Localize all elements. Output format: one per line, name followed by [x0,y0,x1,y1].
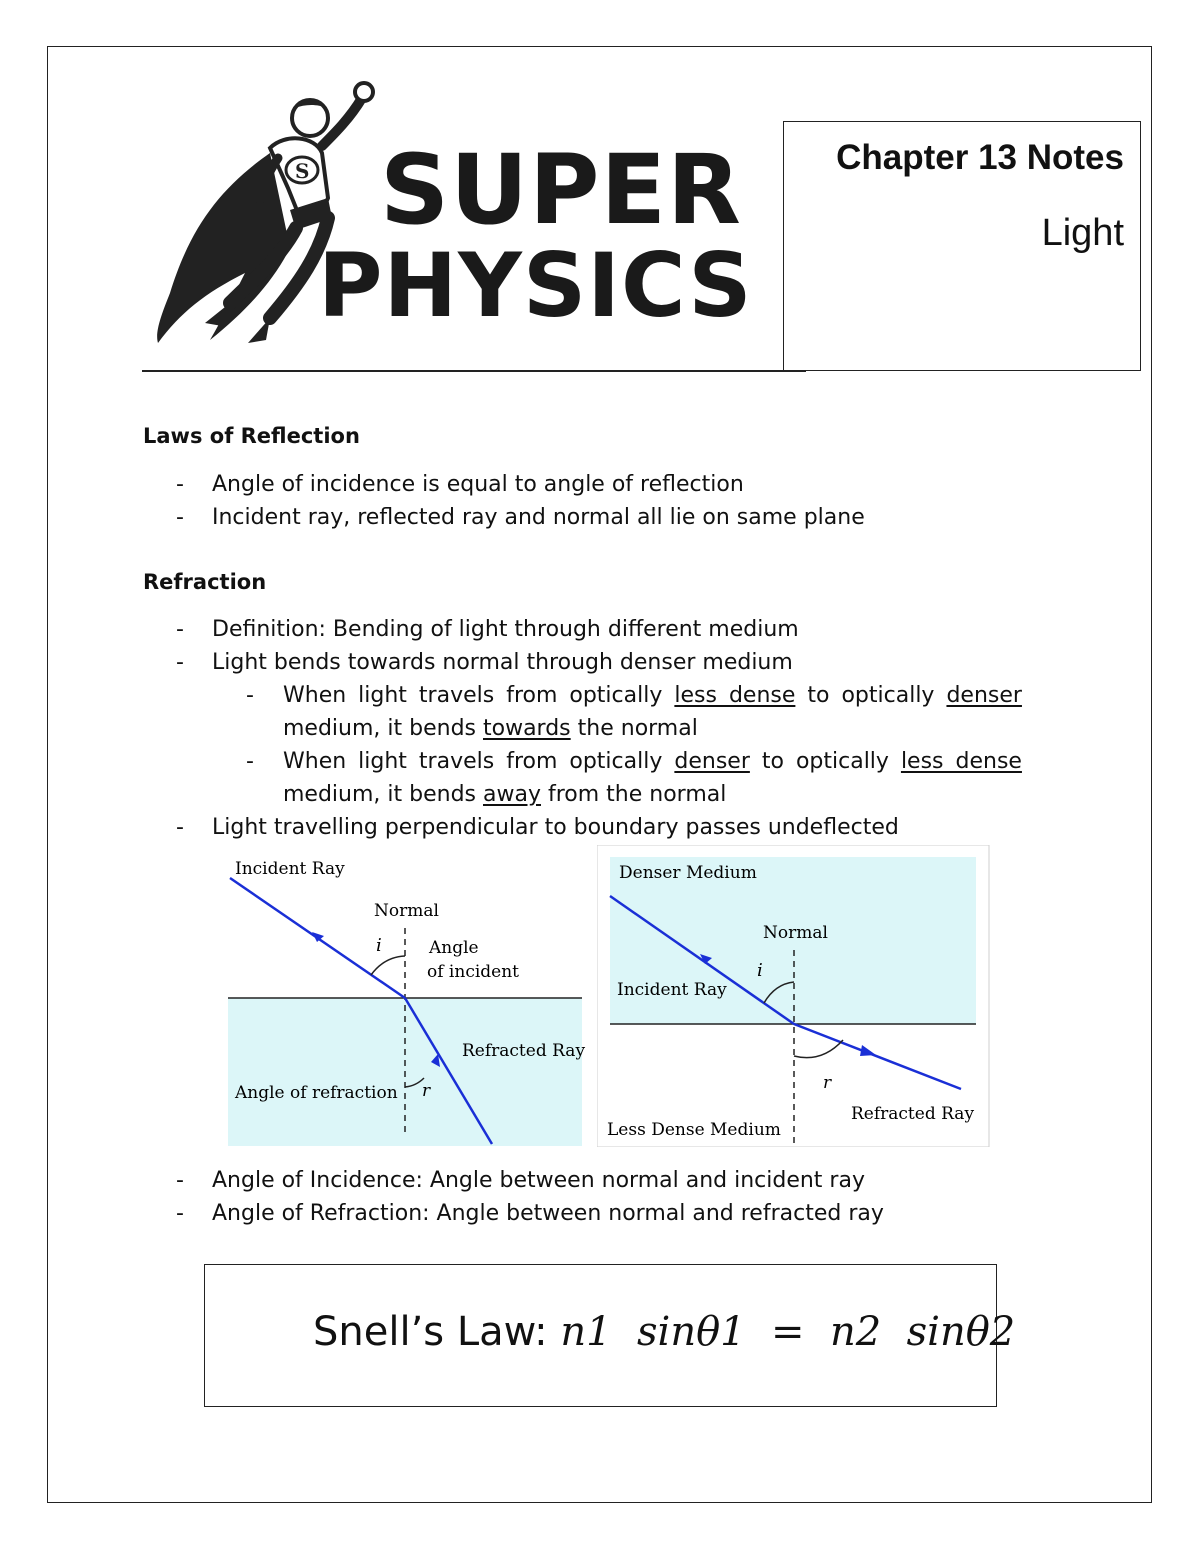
refracted-ray-label: Refracted Ray [851,1104,975,1124]
refracted-ray-label: Refracted Ray [462,1041,586,1061]
reflection-heading: Laws of Reflection [143,424,360,448]
logo-super-text: SUPER [380,134,742,246]
angle-i-label: i [376,935,382,956]
angle-r-label: r [823,1073,832,1093]
normal-label: Normal [374,901,439,921]
angle-r-label: r [422,1081,431,1101]
refraction-heading: Refraction [143,570,267,594]
snells-law [313,1309,1015,1355]
svg-text:S: S [295,159,310,183]
chapter-topic: Light [1041,212,1124,254]
angle-i-arc [371,956,405,975]
snells-law-equation: n1 sinθ1 = n2 sinθ2 [560,1309,1016,1355]
snells-law-label: Snell’s Law: [313,1309,561,1355]
refraction-diagram-right [597,845,991,1147]
chapter-title-box [783,121,1141,371]
angle-incident-label-2: of incident [427,962,519,982]
angle-refraction-label: Angle of refraction [235,1083,398,1103]
header-divider [142,370,806,372]
normal-label: Normal [763,923,828,943]
less-dense-medium-label: Less Dense Medium [607,1120,781,1140]
angle-incident-label-1: Angle [429,938,479,958]
incident-ray-label: Incident Ray [617,980,727,1000]
snells-law-box [204,1264,1016,1407]
refraction-diagram-left [226,850,586,1146]
chapter-title: Chapter 13 Notes [836,138,1124,177]
incident-ray-label: Incident Ray [235,859,345,879]
denser-medium-label: Denser Medium [619,863,757,883]
super-physics-logo [150,78,753,368]
logo-physics-text: PHYSICS [318,234,753,337]
angle-i-label: i [757,960,763,981]
